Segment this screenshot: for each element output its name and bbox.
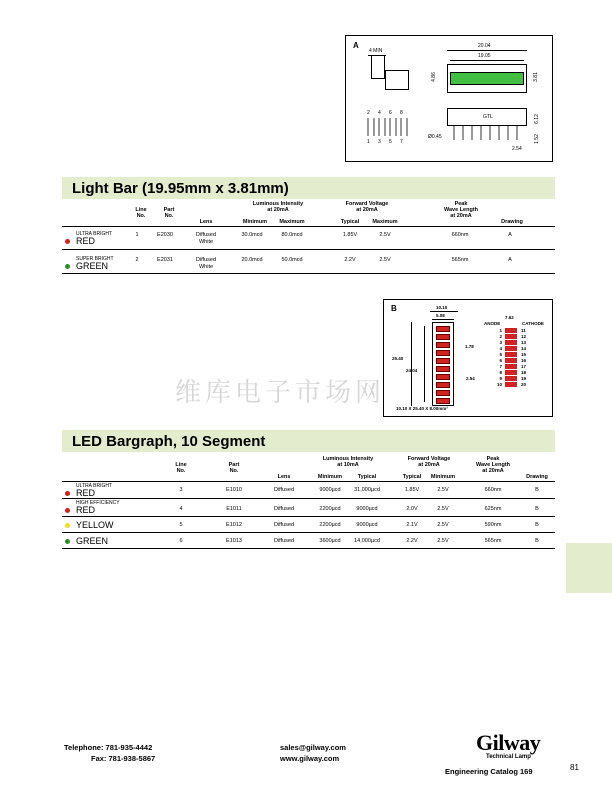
lum-min: 30.0mcd: [241, 232, 263, 238]
lum-typ: 9000µcd: [356, 522, 378, 528]
fwd-min: 2.5V: [437, 522, 449, 528]
drawing-a-label: A: [353, 41, 359, 50]
s2-row-rule: [62, 548, 555, 549]
lum-max: 50.0mcd: [281, 257, 303, 263]
s1-hdr-forward: Forward Voltage at 20mA: [345, 201, 389, 213]
s2-hdr-fwd-typ: Typical: [402, 474, 422, 480]
color-sub: ULTRA BRIGHT: [76, 231, 113, 237]
page-title-light-bar: Light Bar (19.95mm x 3.81mm): [72, 180, 289, 197]
led-dot-yellow: [65, 523, 70, 528]
footer-fax: Fax: 781-938-5867: [91, 754, 156, 763]
dim-b-inner: 24.04: [406, 368, 418, 373]
footer-phone: Telephone: 781-935-4442: [64, 743, 153, 752]
dim-b-caption: 10.10 X 25.40 X 8.00mm³: [396, 406, 448, 411]
s1-header-rule: [62, 226, 555, 227]
drawing-b-label: B: [391, 304, 397, 313]
bargraph-body: [432, 322, 454, 406]
color-name: RED: [76, 488, 96, 498]
lum-min: 3600µcd: [319, 538, 341, 544]
s2-row-rule: [62, 532, 555, 533]
lum-max: 80.0mcd: [281, 232, 303, 238]
fwd-typ: 1.85V: [404, 487, 420, 493]
line-no: 6: [179, 538, 183, 544]
gilway-logo: Gilway: [476, 730, 541, 755]
lens: Diffused: [273, 538, 295, 544]
drawing-b: B 10.10 5.08 25.40 24.04 1.78 2.54 7.62 ANODE CATHODE 1 2 3 4 5 6 7 8 9 10 11 12 13 14 15 16 17 18 19 20 10.10 X 25.40 X 8.00mm³: [383, 299, 553, 417]
dim-pin-depth: 1.52: [533, 134, 540, 144]
section-title-bargraph: [62, 430, 555, 452]
dim-length-outer: 20.04: [478, 43, 491, 49]
drawing-ref: B: [535, 487, 539, 493]
led-dot-red: [65, 508, 70, 513]
peak: 660nm: [451, 232, 469, 238]
dim-pin-pitch: 2.54: [512, 146, 522, 152]
bargraph-segment: [436, 342, 450, 348]
dim-b-side: 7.62: [505, 315, 514, 320]
bargraph-segment: [436, 326, 450, 332]
drawing-ref: A: [508, 232, 512, 238]
footer-catalog: Engineering Catalog 169: [445, 767, 533, 776]
color-name: GREEN: [76, 536, 109, 546]
s2-hdr-part: Part No.: [228, 462, 240, 474]
fwd-typ: 2.1V: [406, 522, 418, 528]
drawing-ref: B: [535, 522, 539, 528]
dim-height-right: 3.81: [532, 72, 539, 82]
s2-hdr-lum-typ: Typical: [357, 474, 377, 480]
s1-hdr-lum-max: Maximum: [279, 219, 305, 225]
s1-hdr-luminous: Luminous Intensity at 20mA: [252, 201, 304, 213]
color-name: RED: [76, 236, 96, 246]
dim-min: 4 MIN: [369, 48, 383, 54]
fwd-typ: 1.85V: [342, 232, 358, 238]
fwd-typ: 2.2V: [406, 538, 418, 544]
fwd-typ: 2.0V: [406, 506, 418, 512]
peak: 565nm: [484, 538, 502, 544]
drawing-ref: B: [535, 538, 539, 544]
s1-hdr-drawing: Drawing: [501, 219, 523, 225]
bargraph-segment: [436, 382, 450, 388]
line-no: 1: [135, 232, 139, 238]
s1-hdr-lens: Lens: [199, 219, 213, 225]
color-sub: SUPER BRIGHT: [76, 256, 114, 262]
dim-b-pitch: 1.78: [465, 344, 474, 349]
bargraph-segment: [436, 350, 450, 356]
s1-hdr-lum-min: Minimum: [242, 219, 268, 225]
dim-length-inner: 19.05: [478, 53, 491, 59]
watermark: 维库电子市场网: [175, 378, 386, 408]
lens: Diffused White: [195, 232, 217, 245]
s2-hdr-luminous: Luminous Intensity at 10mA: [322, 456, 374, 468]
bargraph-segment: [436, 390, 450, 396]
side-view-body: [385, 70, 409, 90]
line-no: 3: [179, 487, 183, 493]
drawing-a: [345, 35, 553, 162]
footer-email[interactable]: sales@gilway.com: [280, 743, 346, 752]
s1-row-rule: [62, 273, 555, 274]
color-name: YELLOW: [76, 520, 114, 530]
part-no: E1013: [226, 538, 242, 544]
line-no: 4: [179, 506, 183, 512]
peak: 625nm: [484, 506, 502, 512]
pinout-segments: [505, 328, 517, 388]
s2-hdr-forward: Forward Voltage at 20mA: [407, 456, 451, 468]
color-name: GREEN: [76, 261, 109, 271]
peak: 590nm: [484, 522, 502, 528]
s2-row-rule: [62, 516, 555, 517]
part-no: E2031: [157, 257, 173, 263]
page-title-bargraph: LED Bargraph, 10 Segment: [72, 433, 266, 450]
pin-diagram: [365, 118, 415, 138]
fwd-typ: 2.2V: [344, 257, 356, 263]
side-tab: [566, 543, 612, 593]
s2-hdr-lum-min: Minimum: [317, 474, 343, 480]
s2-hdr-fwd-min: Minimum: [430, 474, 456, 480]
color-name: RED: [76, 505, 96, 515]
dim-pin-height: 6.12: [533, 114, 540, 124]
s2-hdr-line: Line No.: [175, 462, 187, 474]
cathode-label: CATHODE: [522, 321, 544, 326]
lens: Diffused: [273, 506, 295, 512]
s1-row-rule: [62, 249, 555, 250]
part-no: E1012: [226, 522, 242, 528]
dim-pin-diameter: Ø0.45: [428, 134, 442, 140]
led-dot-green: [65, 539, 70, 544]
brand-mark: GTL: [483, 114, 493, 120]
fwd-min: 2.5V: [437, 538, 449, 544]
line-no: 5: [179, 522, 183, 528]
fwd-min: 2.5V: [437, 506, 449, 512]
part-no: E2030: [157, 232, 173, 238]
lum-min: 2200µcd: [319, 522, 341, 528]
s1-hdr-part: Part No.: [163, 207, 175, 219]
page-number: 81: [570, 763, 579, 772]
lens: Diffused: [273, 487, 295, 493]
pin-labels-bottom: 1 3 5 7: [367, 139, 403, 145]
side-pins: [450, 126, 528, 144]
s2-row-rule: [62, 498, 555, 499]
drawing-ref: A: [508, 257, 512, 263]
lens: Diffused White: [195, 257, 217, 270]
bargraph-segment: [436, 366, 450, 372]
drawing-ref: B: [535, 506, 539, 512]
s2-header-rule: [62, 481, 555, 482]
gilway-logo-sub: Technical Lamp: [486, 754, 531, 760]
bargraph-segment: [436, 334, 450, 340]
lum-typ: 14,000µcd: [354, 538, 380, 544]
section-title-light-bar: [62, 177, 555, 199]
s2-hdr-peak: Peak Wave Length at 20mA: [475, 456, 511, 474]
led-dot-green: [65, 264, 70, 269]
lum-min: 2200µcd: [319, 506, 341, 512]
dim-b-pin: 2.54: [466, 376, 475, 381]
color-sub: HIGH EFFICIENCY: [76, 500, 120, 506]
line-no: 2: [135, 257, 139, 263]
lum-typ: 31,000µcd: [354, 487, 380, 493]
s1-hdr-peak: Peak Wave Length at 20mA: [443, 201, 479, 219]
lens: Diffused: [273, 522, 295, 528]
peak: 660nm: [484, 487, 502, 493]
dim-b-height: 25.40: [392, 356, 404, 361]
peak: 565nm: [451, 257, 469, 263]
s2-hdr-drawing: Drawing: [526, 474, 548, 480]
s1-hdr-fwd-typ: Typical: [340, 219, 360, 225]
bargraph-segment: [436, 398, 450, 404]
dim-height-left: 4.86: [430, 72, 437, 82]
fwd-max: 2.5V: [379, 232, 391, 238]
lum-typ: 9000µcd: [356, 506, 378, 512]
lum-min: 20.0mcd: [241, 257, 263, 263]
s2-hdr-lens: Lens: [277, 474, 291, 480]
footer-web[interactable]: www.gilway.com: [280, 754, 340, 763]
fwd-min: 2.5V: [437, 487, 449, 493]
part-no: E1011: [226, 506, 242, 512]
fwd-max: 2.5V: [379, 257, 391, 263]
part-no: E1010: [226, 487, 242, 493]
pin-labels-top: 2 4 6 8: [367, 110, 403, 116]
s1-hdr-fwd-max: Maximum: [372, 219, 398, 225]
dim-b-width: 10.10: [436, 305, 448, 310]
bargraph-segment: [436, 358, 450, 364]
lum-min: 9000µcd: [319, 487, 341, 493]
dim-b-seg-width: 5.08: [436, 313, 445, 318]
led-dot-red: [65, 239, 70, 244]
side-view-top: [371, 55, 385, 79]
light-bar-lens: [450, 72, 524, 85]
color-sub: ULTRA BRIGHT: [76, 483, 113, 489]
bargraph-segment: [436, 374, 450, 380]
anode-label: ANODE: [484, 321, 501, 326]
s1-hdr-line: Line No.: [135, 207, 147, 219]
led-dot-red: [65, 491, 70, 496]
